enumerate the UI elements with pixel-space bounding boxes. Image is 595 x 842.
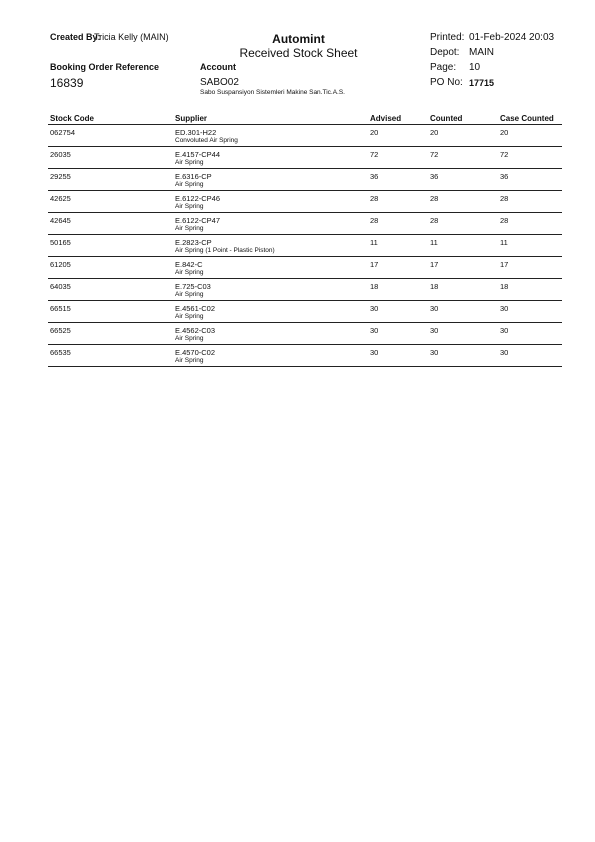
stock-code-cell: 42645 xyxy=(50,216,71,225)
case-counted-cell: 11 xyxy=(500,238,508,247)
po-number-value: 17715 xyxy=(469,78,495,88)
supplier-code-cell: E.4562-C03 xyxy=(175,326,216,335)
depot-value: MAIN xyxy=(469,47,494,58)
supplier-description-cell: Convoluted Air Spring xyxy=(175,137,238,144)
printed-value: 01-Feb-2024 20:03 xyxy=(469,32,555,43)
case-counted-cell: 17 xyxy=(500,260,509,269)
supplier-code-cell: E.842-C xyxy=(175,260,203,269)
case-counted-cell: 30 xyxy=(500,348,509,357)
supplier-code-cell: E.6122-CP47 xyxy=(175,216,221,225)
case-counted-cell: 30 xyxy=(500,326,509,335)
stock-code-cell: 062754 xyxy=(50,128,76,137)
stock-code-cell: 64035 xyxy=(50,282,71,291)
case-counted-cell: 36 xyxy=(500,172,509,181)
supplier-description-cell: Air Spring xyxy=(175,335,204,342)
counted-cell: 72 xyxy=(430,150,439,159)
table-body xyxy=(0,125,595,367)
supplier-description-cell: Air Spring xyxy=(175,225,204,232)
advised-cell: 36 xyxy=(370,172,379,181)
stock-code-cell: 42625 xyxy=(50,194,71,203)
page-number: 10 xyxy=(469,62,481,73)
supplier-description-cell: Air Spring xyxy=(175,203,204,210)
advised-cell: 28 xyxy=(370,194,379,203)
table-row xyxy=(0,213,595,235)
stock-code-cell: 29255 xyxy=(50,172,71,181)
advised-cell: 30 xyxy=(370,326,379,335)
counted-cell: 20 xyxy=(430,128,439,137)
table-row xyxy=(0,323,595,345)
advised-cell: 28 xyxy=(370,216,379,225)
counted-cell: 30 xyxy=(430,304,439,313)
stock-code-cell: 66515 xyxy=(50,304,71,313)
column-header-advised: Advised xyxy=(370,114,402,123)
table-row xyxy=(0,147,595,169)
table-row xyxy=(0,169,595,191)
account-code: SABO02 xyxy=(200,77,239,88)
counted-cell: 30 xyxy=(430,348,439,357)
case-counted-cell: 30 xyxy=(500,304,509,313)
supplier-code-cell: E.4561-C02 xyxy=(175,304,216,313)
table-row xyxy=(0,257,595,279)
account-label: Account xyxy=(200,62,236,72)
column-header-case-counted: Case Counted xyxy=(500,114,554,123)
column-header-stock-code: Stock Code xyxy=(50,114,95,123)
case-counted-cell: 18 xyxy=(500,282,509,291)
counted-cell: 30 xyxy=(430,326,439,335)
supplier-description-cell: Air Spring xyxy=(175,313,204,320)
column-header-supplier: Supplier xyxy=(175,114,208,123)
case-counted-cell: 28 xyxy=(500,194,509,203)
counted-cell: 18 xyxy=(430,282,439,291)
supplier-description-cell: Air Spring xyxy=(175,159,204,166)
created-by-label: Created By: xyxy=(50,32,101,42)
counted-cell: 17 xyxy=(430,260,439,269)
case-counted-cell: 20 xyxy=(500,128,509,137)
column-header-counted: Counted xyxy=(430,114,463,123)
supplier-code-cell: E.4570-C02 xyxy=(175,348,216,357)
stock-code-cell: 50165 xyxy=(50,238,71,247)
supplier-code-cell: E.2823-CP xyxy=(175,238,212,247)
supplier-description-cell: Air Spring (1 Point - Plastic Piston) xyxy=(175,247,275,254)
counted-cell: 28 xyxy=(430,216,439,225)
case-counted-cell: 72 xyxy=(500,150,509,159)
document-subtitle: Received Stock Sheet xyxy=(239,46,358,60)
supplier-code-cell: E.725-C03 xyxy=(175,282,211,291)
supplier-code-cell: E.6316-CP xyxy=(175,172,212,181)
counted-cell: 11 xyxy=(430,238,438,247)
supplier-description-cell: Air Spring xyxy=(175,357,204,364)
supplier-code-cell: ED.301-H22 xyxy=(175,128,217,137)
advised-cell: 30 xyxy=(370,304,379,313)
stock-code-cell: 61205 xyxy=(50,260,71,269)
printed-label: Printed: xyxy=(430,32,465,43)
page-label: Page: xyxy=(430,62,457,73)
stock-code-cell: 66525 xyxy=(50,326,71,335)
advised-cell: 72 xyxy=(370,150,379,159)
advised-cell: 30 xyxy=(370,348,379,357)
po-number-label: PO No: xyxy=(430,77,463,88)
table-row xyxy=(0,301,595,323)
case-counted-cell: 28 xyxy=(500,216,509,225)
table-row xyxy=(0,125,595,147)
counted-cell: 36 xyxy=(430,172,439,181)
advised-cell: 18 xyxy=(370,282,379,291)
table-row xyxy=(0,279,595,301)
table-row xyxy=(0,191,595,213)
document-title: Automint xyxy=(272,32,325,46)
advised-cell: 20 xyxy=(370,128,379,137)
counted-cell: 28 xyxy=(430,194,439,203)
account-name: Sabo Suspansiyon Sistemleri Makine San.Tic.A.S. xyxy=(200,89,345,96)
booking-order-value: 16839 xyxy=(50,76,84,90)
table-row xyxy=(0,235,595,257)
table-row xyxy=(0,345,595,367)
advised-cell: 17 xyxy=(370,260,379,269)
supplier-description-cell: Air Spring xyxy=(175,269,204,276)
supplier-code-cell: E.6122-CP46 xyxy=(175,194,221,203)
created-by-value: Tricia Kelly (MAIN) xyxy=(94,32,169,42)
advised-cell: 11 xyxy=(370,238,378,247)
supplier-description-cell: Air Spring xyxy=(175,181,204,188)
booking-order-label: Booking Order Reference xyxy=(50,62,160,72)
depot-label: Depot: xyxy=(430,47,460,58)
supplier-description-cell: Air Spring xyxy=(175,291,204,298)
row-divider xyxy=(48,366,562,367)
stock-code-cell: 26035 xyxy=(50,150,71,159)
stock-code-cell: 66535 xyxy=(50,348,71,357)
supplier-code-cell: E.4157-CP44 xyxy=(175,150,221,159)
